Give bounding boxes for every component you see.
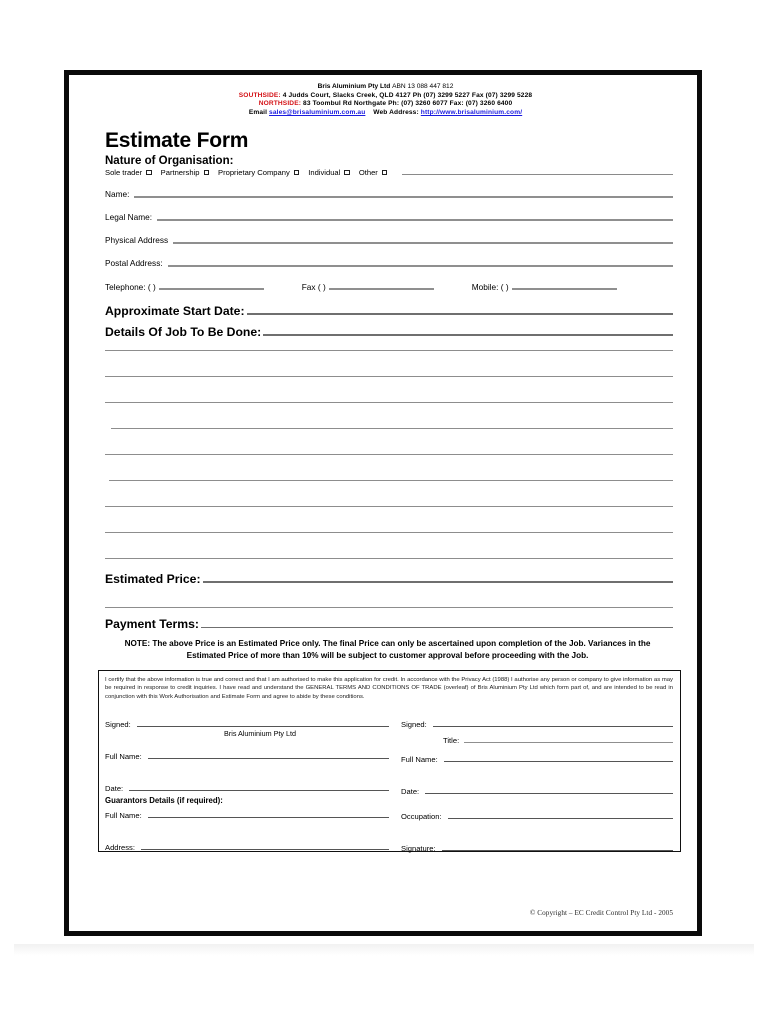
physical-address-label: Physical Address <box>105 234 169 245</box>
checkbox-icon[interactable] <box>146 170 152 176</box>
blank-line[interactable] <box>111 428 673 430</box>
organisation-option-other[interactable] <box>359 168 388 177</box>
signature-grid <box>105 710 673 853</box>
organisation-option-label: Sole trader <box>105 167 143 177</box>
checkbox-icon[interactable] <box>344 170 350 176</box>
field-row-start-date <box>105 304 673 318</box>
field-row-physical-address <box>105 223 673 246</box>
right-title-label: Title: <box>443 736 460 746</box>
right-title-row <box>401 729 673 745</box>
spacer <box>105 761 389 774</box>
spacer <box>401 821 673 834</box>
details-of-job-label: Details Of Job To Be Done: <box>105 324 262 339</box>
checkbox-icon[interactable] <box>204 170 210 176</box>
website-link[interactable]: http://www.brisaluminium.com/ <box>420 109 523 117</box>
organisation-other-input[interactable] <box>402 174 673 175</box>
copyright-notice: © Copyright – EC Credit Control Pty Ltd - 2005 <box>529 909 673 917</box>
organisation-option-sole-trader[interactable] <box>105 168 152 177</box>
guarantor-address-label: Address: <box>105 843 135 853</box>
occupation-label: Occupation: <box>401 812 442 822</box>
blank-line[interactable] <box>105 532 673 534</box>
fax-label: Fax ( ) <box>301 281 326 292</box>
right-date-label: Date: <box>401 787 420 797</box>
web-address-label: Web Address: <box>373 109 419 117</box>
right-signed-input[interactable] <box>433 726 673 727</box>
letterhead-company-line <box>98 83 673 92</box>
legal-name-label: Legal Name: <box>105 211 153 222</box>
spacer <box>401 796 673 806</box>
payment-terms-input[interactable] <box>201 627 673 629</box>
organisation-option-label: Individual <box>308 167 341 177</box>
right-signed-label: Signed: <box>401 720 427 730</box>
field-row-estimated-price <box>105 572 673 586</box>
mobile-input[interactable] <box>512 288 617 289</box>
physical-address-input[interactable] <box>173 242 673 243</box>
guarantor-full-name-input[interactable] <box>148 817 389 818</box>
estimated-price-input[interactable] <box>203 581 673 583</box>
estimated-price-extra-lines <box>105 607 673 609</box>
telephone-field <box>105 282 264 292</box>
left-date-input[interactable] <box>129 790 389 791</box>
telephone-label: Telephone: ( ) <box>105 281 156 292</box>
blank-line[interactable] <box>109 480 673 482</box>
organisation-option-label: Proprietary Company <box>218 167 290 177</box>
details-of-job-input[interactable] <box>263 334 673 336</box>
guarantors-details-heading: Guarantors Details (if required): <box>105 796 223 806</box>
blank-line[interactable] <box>105 454 673 456</box>
northside-address: 83 Toombul Rd Northgate Ph: (07) 3260 6077 Fax: (07) 3260 6400 <box>303 100 513 108</box>
guarantor-full-name-label: Full Name: <box>105 811 142 821</box>
mobile-label: Mobile: ( ) <box>471 281 509 292</box>
northside-label: NORTHSIDE: <box>258 100 302 108</box>
blank-line[interactable] <box>105 350 673 352</box>
occupation-row <box>401 806 673 821</box>
job-details-lines <box>105 350 673 560</box>
field-row-legal-name <box>105 200 673 223</box>
southside-label: SOUTHSIDE: <box>238 91 281 99</box>
telephone-input[interactable] <box>159 288 264 289</box>
letterhead <box>98 83 673 118</box>
signature-column-left <box>105 710 389 853</box>
occupation-input[interactable] <box>448 818 673 819</box>
declaration-box <box>98 670 681 852</box>
organisation-option-partnership[interactable] <box>161 168 209 177</box>
guarantor-address-input[interactable] <box>141 849 389 850</box>
right-date-row <box>401 777 673 796</box>
fax-input[interactable] <box>329 288 434 289</box>
letterhead-southside-line <box>98 92 673 101</box>
left-date-label: Date: <box>105 784 124 794</box>
blank-line[interactable] <box>105 376 673 378</box>
fax-field <box>302 282 434 292</box>
field-row-name <box>105 177 673 200</box>
guarantor-address-row <box>105 833 389 852</box>
page-bottom-shadow <box>14 944 754 956</box>
checkbox-icon[interactable] <box>382 170 388 176</box>
right-full-name-input[interactable] <box>444 761 673 762</box>
signature-column-right <box>389 710 673 853</box>
organisation-option-label: Partnership <box>160 167 200 177</box>
approximate-start-date-label: Approximate Start Date: <box>105 303 245 318</box>
right-full-name-label: Full Name: <box>401 755 438 765</box>
name-label: Name: <box>105 188 130 199</box>
signature-input[interactable] <box>442 850 673 851</box>
southside-address: 4 Judds Court, Slacks Creek, QLD 4127 Ph (07) 3299 5227 Fax (07) 3299 5228 <box>282 91 533 99</box>
price-note: NOTE: The above Price is an Estimated Price only. The final Price can only be ascertained upon completion of the Job. Variances in the Estimated Price of more than 10% will be subject to customer approval before proceeding with the Job. <box>124 639 651 660</box>
left-full-name-label: Full Name: <box>105 752 142 762</box>
left-date-row <box>105 774 389 793</box>
right-title-input[interactable] <box>464 742 673 743</box>
spacer <box>105 820 389 833</box>
page-title: Estimate Form <box>105 128 249 152</box>
blank-line[interactable] <box>105 506 673 508</box>
email-link[interactable]: sales@brisaluminium.com.au <box>269 109 366 117</box>
postal-address-label: Postal Address: <box>105 257 163 268</box>
left-signed-row <box>105 710 389 729</box>
organisation-options-row <box>105 168 673 177</box>
blank-line[interactable] <box>105 607 673 609</box>
payment-terms-label: Payment Terms: <box>105 617 199 632</box>
field-row-job-details <box>105 325 673 339</box>
left-full-name-input[interactable] <box>148 758 389 759</box>
left-signed-label: Signed: <box>105 720 131 730</box>
organisation-option-individual[interactable] <box>308 168 350 177</box>
left-full-name-row <box>105 742 389 761</box>
right-full-name-row <box>401 745 673 764</box>
spacer <box>401 764 673 777</box>
left-signed-caption: Bris Aluminium Pty Ltd <box>224 729 296 739</box>
estimated-price-label: Estimated Price: <box>105 571 201 586</box>
field-row-payment-terms <box>105 617 673 631</box>
organisation-option-label: Other <box>358 167 378 177</box>
signature-label: Signature: <box>401 844 436 854</box>
organisation-option-proprietary-company[interactable] <box>218 168 299 177</box>
company-name: Bris Aluminium Pty Ltd <box>317 83 391 90</box>
legal-name-input[interactable] <box>157 219 673 220</box>
email-label: Email <box>248 109 268 117</box>
company-abn: ABN 13 088 447 812 <box>392 83 454 90</box>
approximate-start-date-input[interactable] <box>247 313 673 315</box>
letterhead-northside-line <box>98 100 673 109</box>
nature-of-organisation-heading: Nature of Organisation: <box>105 154 234 167</box>
mobile-field <box>472 282 617 292</box>
right-signed-row <box>401 710 673 729</box>
document-frame <box>64 70 702 936</box>
document-body <box>69 75 697 931</box>
blank-line[interactable] <box>105 558 673 560</box>
signature-row <box>401 834 673 853</box>
field-row-contact <box>105 269 673 292</box>
blank-line[interactable] <box>105 402 673 404</box>
name-input[interactable] <box>134 196 673 197</box>
right-date-input[interactable] <box>425 793 673 794</box>
left-signed-input[interactable] <box>137 726 389 727</box>
postal-address-input[interactable] <box>168 265 673 266</box>
declaration-text: I certify that the above information is true and correct and that I am authorised to make this application for credit. In accordance with the Privacy Act (1988) I authorise any person or company to give information as may be required in response to credit inquiries. I have read and understand the GENERAL TERMS AND CONDITIONS OF TRADE (overleaf) of Bris Aluminium Pty Ltd which form part of, and are intended to be read in conjunction with this Work Authorisation and Estimate Form and agree to abide by these conditions. <box>105 676 673 701</box>
field-row-postal-address <box>105 246 673 269</box>
checkbox-icon[interactable] <box>294 170 300 176</box>
guarantor-full-name-row <box>105 805 389 820</box>
letterhead-contact-line <box>98 109 673 118</box>
